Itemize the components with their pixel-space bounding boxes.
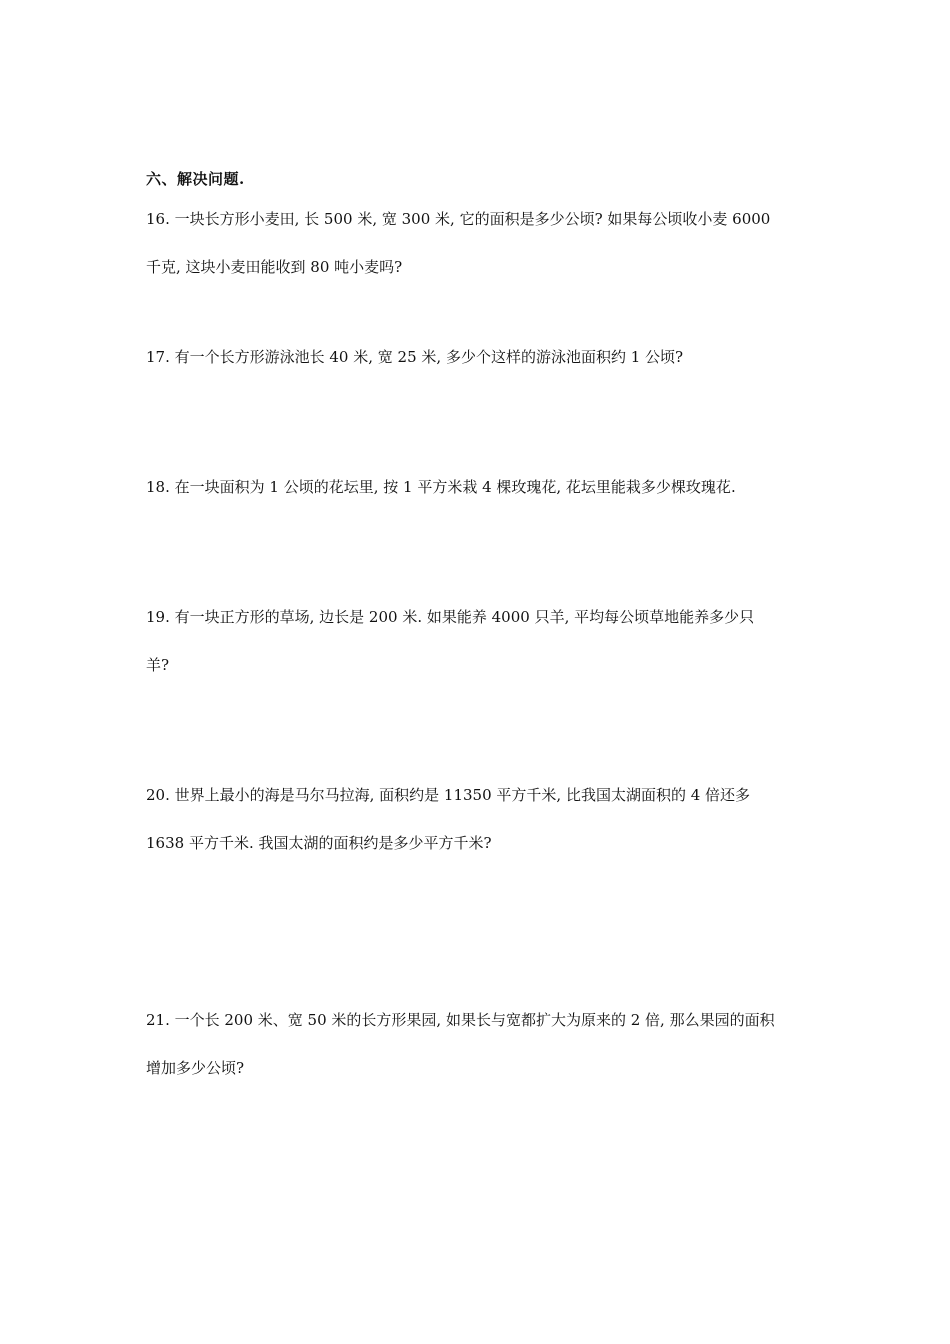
question-20 [146,788,811,851]
question-line: 20. 世界上最小的海是马尔马拉海, 面积约是 11350 平方千米, 比我国太湖面积的 4 倍还多 [146,786,751,804]
question-line: 1638 平方千米. 我国太湖的面积约是多少平方千米? [146,834,492,852]
question-21 [146,1013,811,1076]
question-line: 19. 有一块正方形的草场, 边长是 200 米. 如果能养 4000 只羊, 平均每公顷草地能养多少只 [146,608,755,626]
question-16 [146,212,811,275]
question-19 [146,610,811,673]
question-line: 21. 一个长 200 米、宽 50 米的长方形果园, 如果长与宽都扩大为原来的 2 倍, 那么果园的面积 [146,1011,775,1029]
question-line: 16. 一块长方形小麦田, 长 500 米, 宽 300 米, 它的面积是多少公顷? 如果每公顷收小麦 6000 [146,210,771,228]
question-line: 千克, 这块小麦田能收到 80 吨小麦吗? [146,258,403,276]
question-line: 17. 有一个长方形游泳池长 40 米, 宽 25 米, 多少个这样的游泳池面积约 1 公顷? [146,348,684,366]
question-line: 羊? [146,656,170,674]
section-title: 六、解决问题. [146,170,245,188]
question-line: 18. 在一块面积为 1 公顷的花坛里, 按 1 平方米栽 4 棵玫瑰花, 花坛里能栽多少棵玫瑰花. [146,478,736,496]
question-18 [146,480,811,495]
question-17 [146,350,811,365]
question-line: 增加多少公顷? [146,1059,245,1077]
